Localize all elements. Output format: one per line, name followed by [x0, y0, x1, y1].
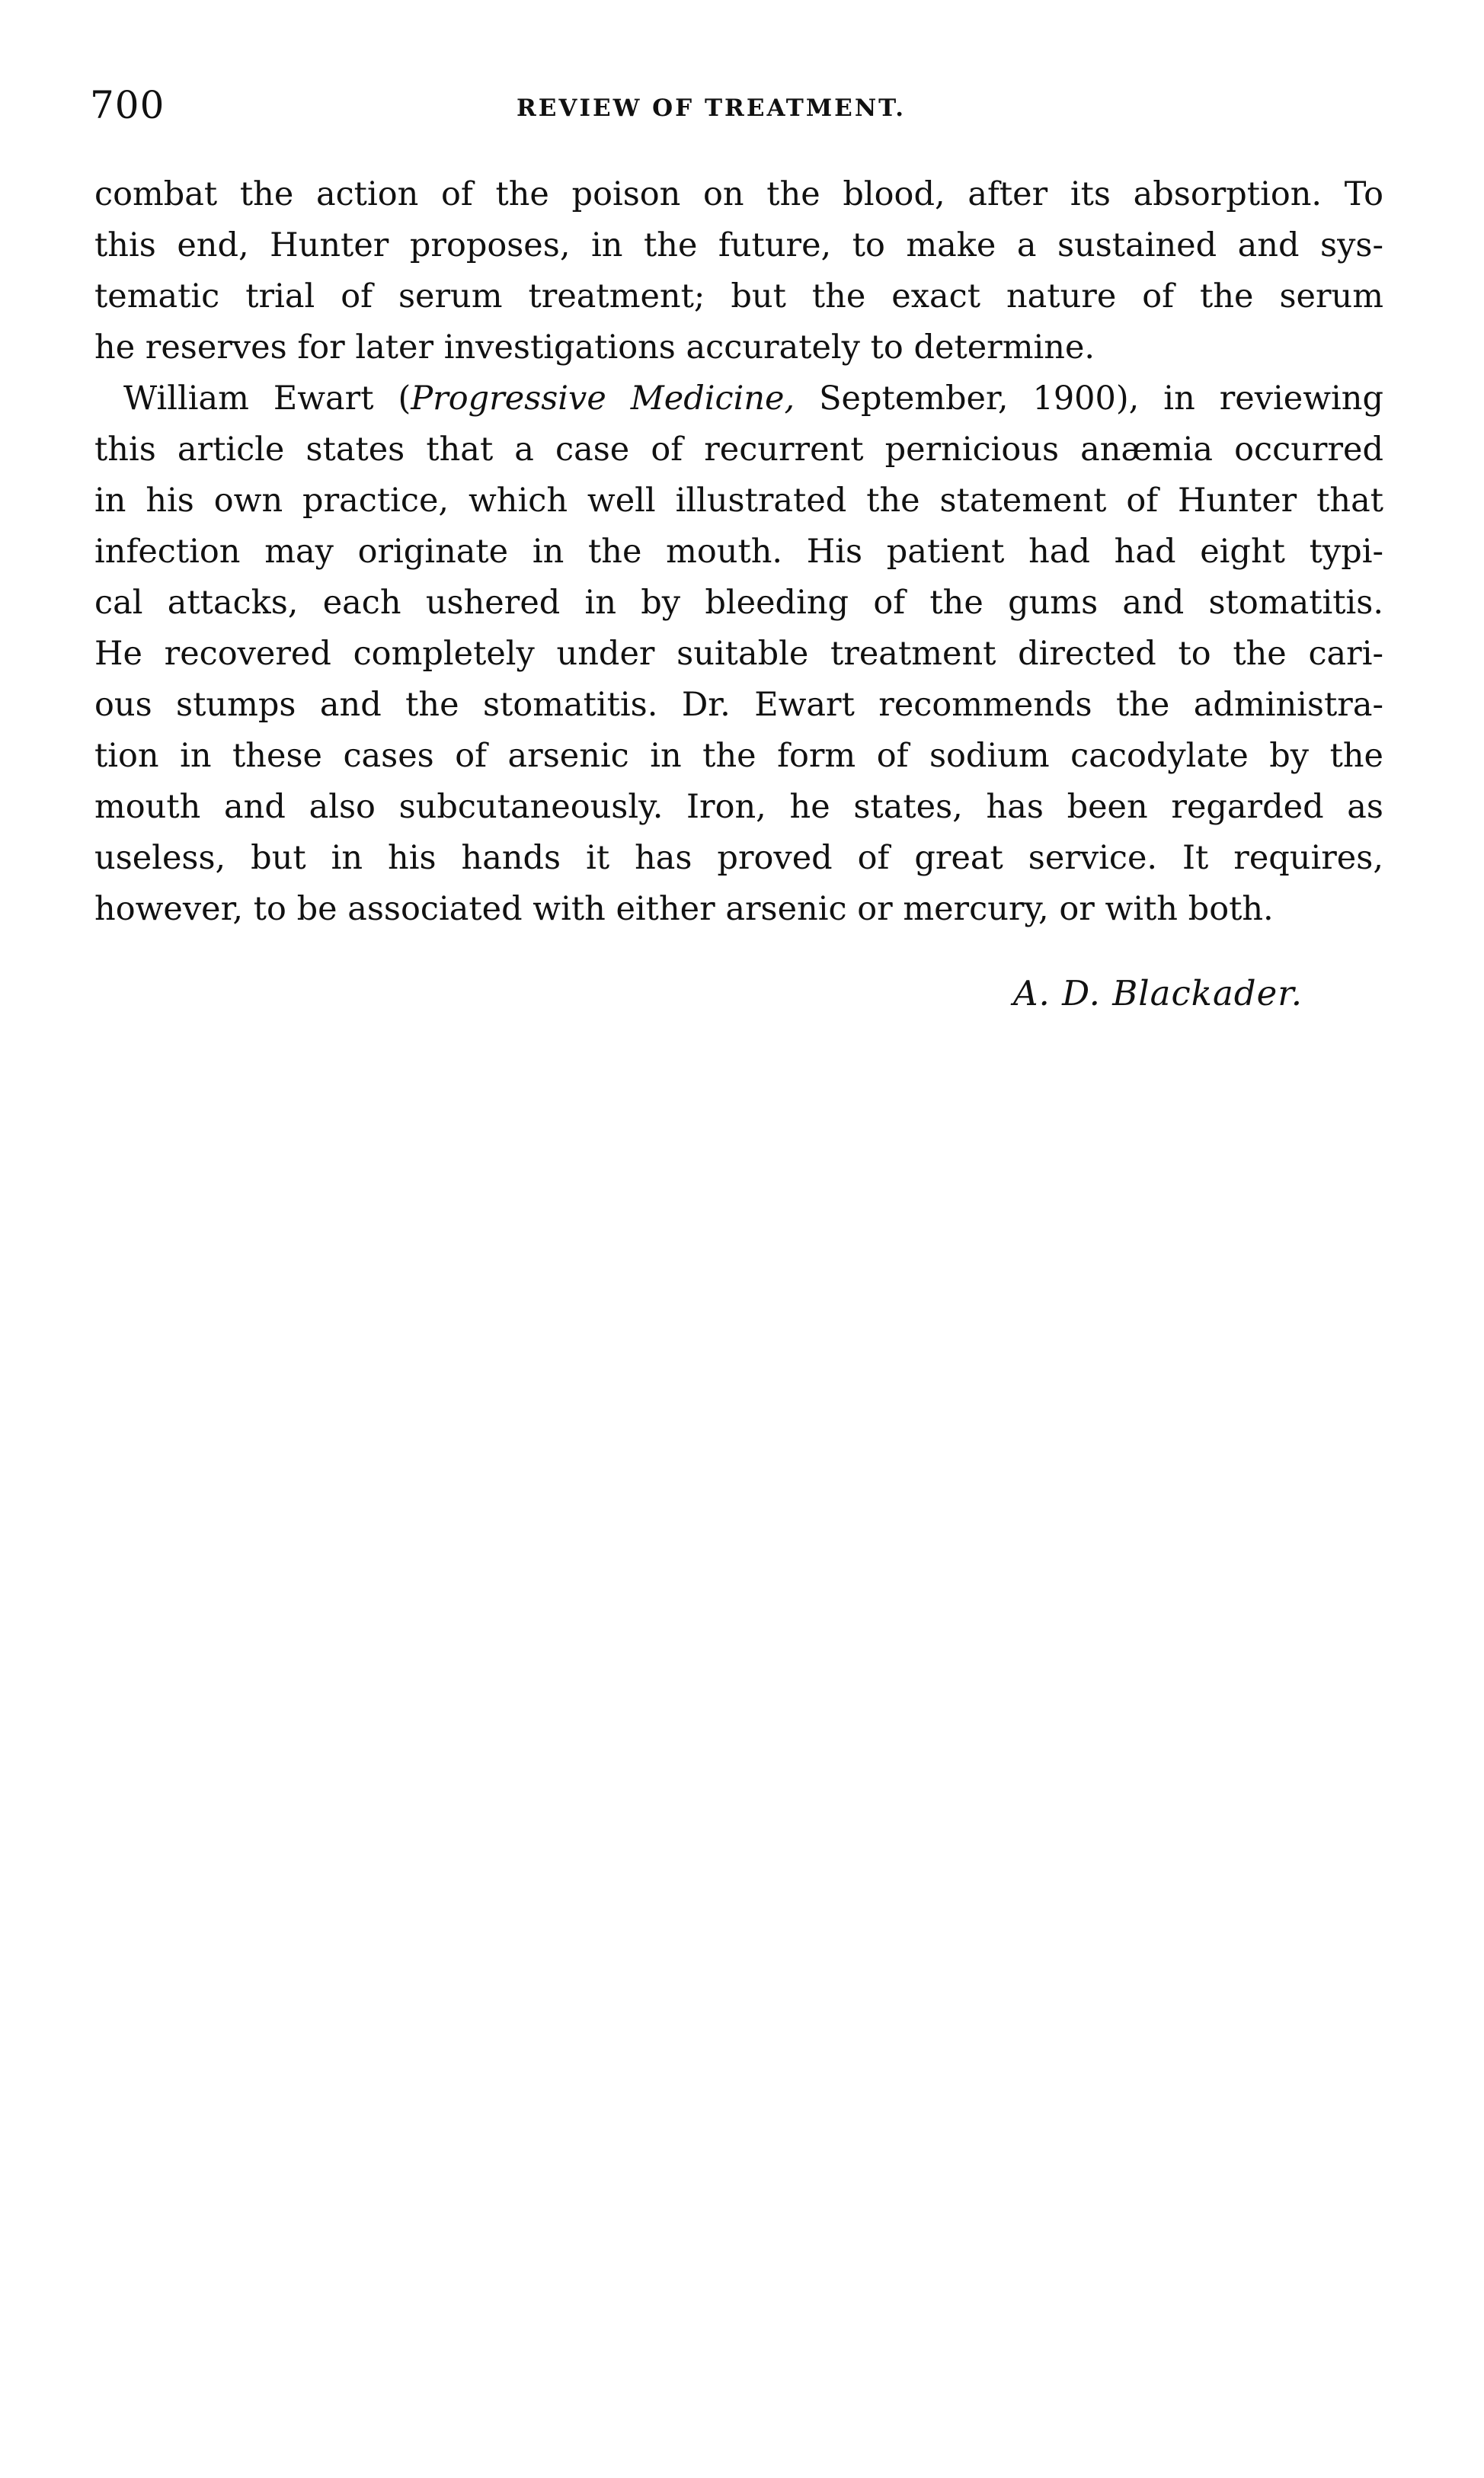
text-line: this article states that a case of recurrent pernicious anæmia occurred: [94, 431, 1383, 469]
text-line: tematic trial of serum treatment; but the exact nature of the serum: [94, 277, 1383, 315]
text-line: combat the action of the poison on the blood, after its absorption. To: [94, 175, 1383, 213]
journal-title: Progressive Medicine,: [411, 379, 795, 418]
page-header: [90, 82, 1385, 128]
author-signature: A. D. Blackader.: [1013, 973, 1303, 1013]
text-span: William Ewart (: [123, 379, 411, 418]
text-line: this end, Hunter proposes, in the future, to make a sustained and sys-: [94, 226, 1383, 264]
text-span: September, 1900), in reviewing: [795, 379, 1383, 418]
text-line: mouth and also subcutaneously. Iron, he states, has been regarded as: [94, 788, 1383, 826]
text-line: in his own practice, which well illustrated the statement of Hunter that: [94, 482, 1383, 520]
text-line: he reserves for later investigations accurately to determine.: [94, 328, 1095, 367]
text-line: ous stumps and the stomatitis. Dr. Ewart recommends the administra-: [94, 686, 1383, 724]
body-text: [94, 169, 1383, 935]
paragraph-2: [94, 373, 1383, 935]
text-line: cal attacks, each ushered in by bleeding of the gums and stomatitis.: [94, 584, 1383, 622]
text-line: He recovered completely under suitable treatment directed to the cari-: [94, 635, 1383, 673]
text-line: tion in these cases of arsenic in the form of sodium cacodylate by the: [94, 737, 1383, 775]
running-head: REVIEW OF TREATMENT.: [517, 94, 907, 122]
text-line: however, to be associated with either arsenic or mercury, or with both.: [94, 890, 1274, 928]
text-line: useless, but in his hands it has proved of great service. It requires,: [94, 839, 1383, 877]
page-number: 700: [90, 83, 165, 127]
text-line: infection may originate in the mouth. His patient had had eight typi-: [94, 533, 1383, 571]
text-line: [94, 373, 1383, 424]
paragraph-1: [94, 169, 1383, 373]
